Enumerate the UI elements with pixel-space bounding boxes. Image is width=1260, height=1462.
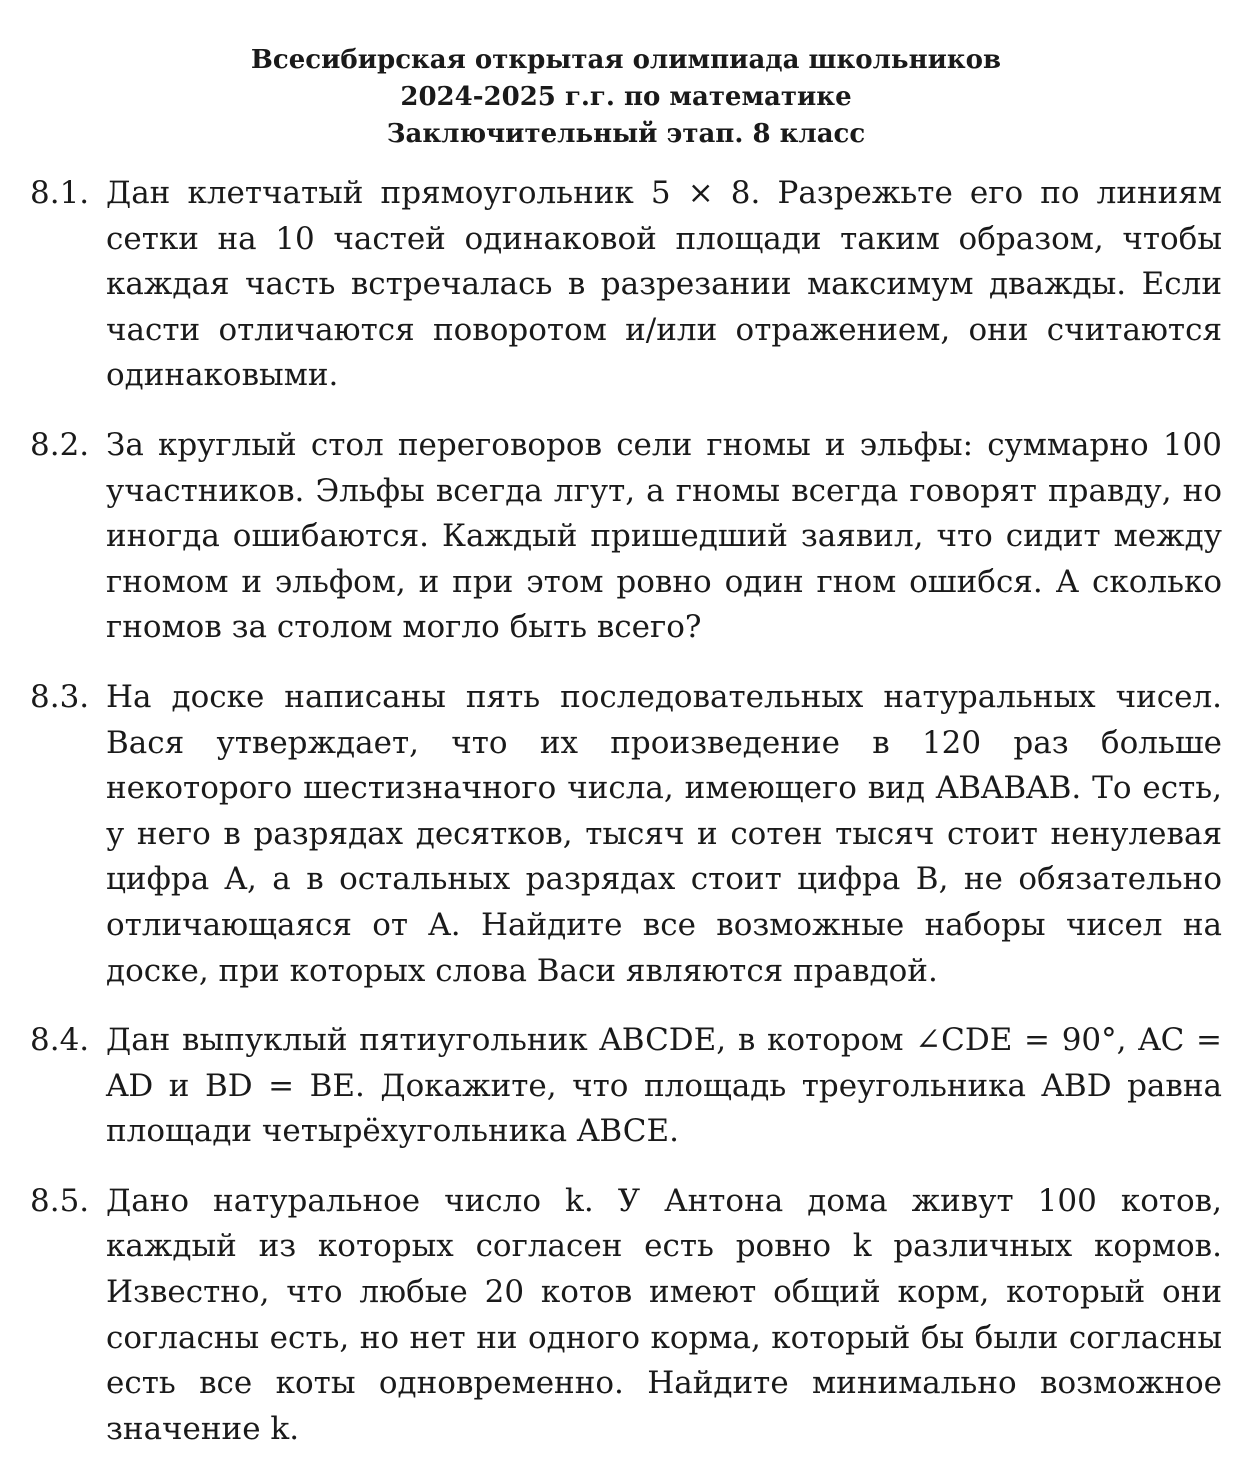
problem-text: Дано натуральное число k. У Антона дома живут 100 котов, каждый из которых согласен есть ровно k различных кормов. Известно, что любые 20 котов имеют общий корм, который они согласны есть, но нет ни одного корма, который бы были согласны есть все коты одновременно. Найдите минимально возможное значение k. [106, 1182, 1222, 1447]
problem-text: Дан клетчатый прямоугольник 5 × 8. Разрежьте его по линиям сетки на 10 частей одинаковой площади таким образом, чтобы каждая часть встречалась в разрезании максимум дважды. Если части отличаются поворотом и/или отражением, они считаются одинаковыми. [106, 175, 1222, 394]
academic-year-subject: 2024-2025 г.г. по математике [400, 82, 852, 112]
problem-item [30, 675, 1222, 994]
problem-number: 8.2. [30, 426, 90, 463]
stage-grade: Заключительный этап. 8 класс [386, 119, 866, 149]
problem-text: За круглый стол переговоров сели гномы и эльфы: суммарно 100 участников. Эльфы всегда лгут, а гномы всегда говорят правду, но иногда ошибаются. Каждый пришедший заявил, что сидит между гномом и эльфом, и при этом ровно один гном ошибся. А сколько гномов за столом могло быть всего? [106, 426, 1222, 646]
problem-text: Дан выпуклый пятиугольник ABCDE, в котором ∠CDE = 90°, AC = AD и BD = BE. Докажите, что площадь треугольника ABD равна площади четырёхугольника ABCE. [106, 1022, 1222, 1150]
problem-number: 8.5. [30, 1182, 90, 1219]
problem-number: 8.1. [30, 175, 90, 211]
problem-list [30, 171, 1222, 1452]
problem-item [30, 1179, 1222, 1453]
olympiad-title: Всесибирская открытая олимпиада школьников [250, 45, 1002, 75]
problem-item [30, 171, 1222, 399]
problem-item [30, 1018, 1222, 1155]
document-header [30, 42, 1222, 153]
problem-number: 8.3. [30, 678, 90, 715]
problem-text: На доске написаны пять последовательных натуральных чисел. Вася утверждает, что их произведение в 120 раз больше некоторого шестизначного числа, имеющего вид ABABAB. То есть, у него в разрядах десятков, тысяч и сотен тысяч стоит ненулевая цифра A, а в остальных разрядах стоит цифра B, не обязательно отличающаяся от A. Найдите все возможные наборы чисел на доске, при которых слова Васи являются правдой. [106, 678, 1222, 989]
problem-item [30, 423, 1222, 651]
problem-number: 8.4. [30, 1022, 90, 1059]
